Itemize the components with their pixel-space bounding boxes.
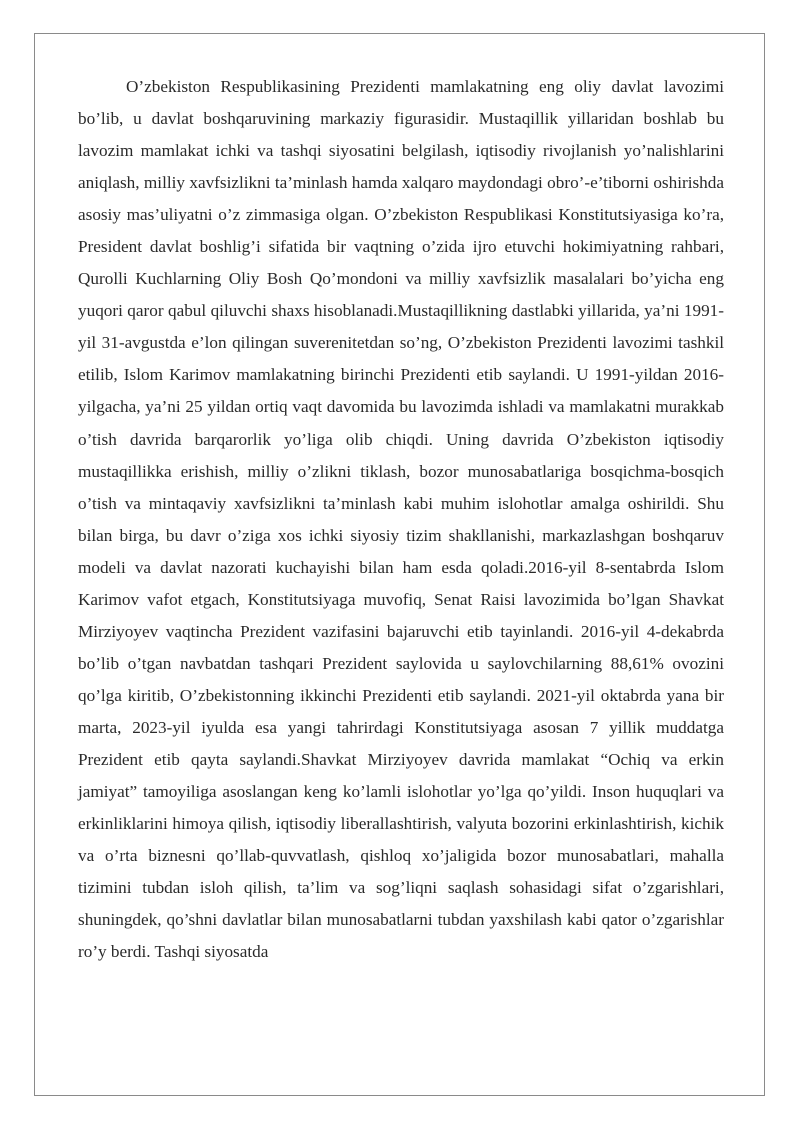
body-paragraph: O’zbekiston Respublikasining Prezidenti mamlakatning eng oliy davlat lavozimi bo’lib, u davlat boshqaruvining markaziy figurasidir. Mustaqillik yillaridan boshlab bu lavozim mamlakat ichki va tashqi siyosatini belgilash, iqtisodiy rivojlanish yo’nalishlarini aniqlash, milliy xavfsizlikni ta’minlash hamda xalqaro maydondagi obro’-e’tiborni oshirishda asosiy mas’uliyatni o’z zimmasiga olgan. O’zbekiston Respublikasi Konstitutsiyasiga ko’ra, President davlat boshlig’i sifatida bir vaqtning o’zida ijro etuvchi hokimiyatning rahbari, Qurolli Kuchlarning Oliy Bosh Qo’mondoni va milliy xavfsizlik masalalari bo’yicha eng yuqori qaror qabul qiluvchi shaxs hisoblanadi.Mustaqillikning dastlabki yillarida, ya’ni 1991-yil 31-avgustda e’lon qilingan suverenitetdan so’ng, O’zbekiston Prezidenti lavozimi tashkil etilib, Islom Karimov mamlakatning birinchi Prezidenti etib saylandi. U 1991-yildan 2016-yilgacha, ya’ni 25 yildan ortiq vaqt davomida bu lavozimda ishladi va mamlakatni murakkab o’tish davrida barqarorlik yo’liga olib chiqdi. Uning davrida O’zbekiston iqtisodiy mustaqillikka erishish, milliy o’zlikni tiklash, bozor munosabatlariga bosqichma-bosqich o’tish va mintaqaviy xavfsizlikni ta’minlash kabi muhim islohotlar amalga oshirildi. Shu bilan birga, bu davr o’ziga xos ichki siyosiy tizim shakllanishi, markazlashgan boshqaruv modeli va davlat nazorati kuchayishi bilan ham esda qoladi.2016-yil 8-sentabrda Islom Karimov vafot etgach, Konstitutsiyaga muvofiq, Senat Raisi lavozimida bo’lgan Shavkat Mirziyoyev vaqtincha Prezident vazifasini bajaruvchi etib tayinlandi. 2016-yil 4-dekabrda bo’lib o’tgan navbatdan tashqari Prezident saylovida u saylovchilarning 88,61% ovozini qo’lga kiritib, O’zbekistonning ikkinchi Prezidenti etib saylandi. 2021-yil oktabrda yana bir marta, 2023-yil iyulda esa yangi tahrirdagi Konstitutsiyaga asosan 7 yillik muddatga Prezident etib qayta saylandi.Shavkat Mirziyoyev davrida mamlakat “Ochiq va erkin jamiyat” tamoyiliga asoslangan keng ko’lamli islohotlar yo’lga qo’yildi. Inson huquqlari va erkinliklarini himoya qilish, iqtisodiy liberallashtirish, valyuta bozorini erkinlashtirish, kichik va o’rta biznesni qo’llab-quvvatlash, qishloq xo’jaligida bozor munosabatlari, mahalla tizimini tubdan isloh qilish, ta’lim va sog’liqni saqlash sohasidagi sifat o’zgarishlari, shuningdek, qo’shni davlatlar bilan munosabatlarni tubdan yaxshilash kabi qator o’zgarishlar ro’y berdi. Tashqi siyosatda	[78, 77, 724, 962]
